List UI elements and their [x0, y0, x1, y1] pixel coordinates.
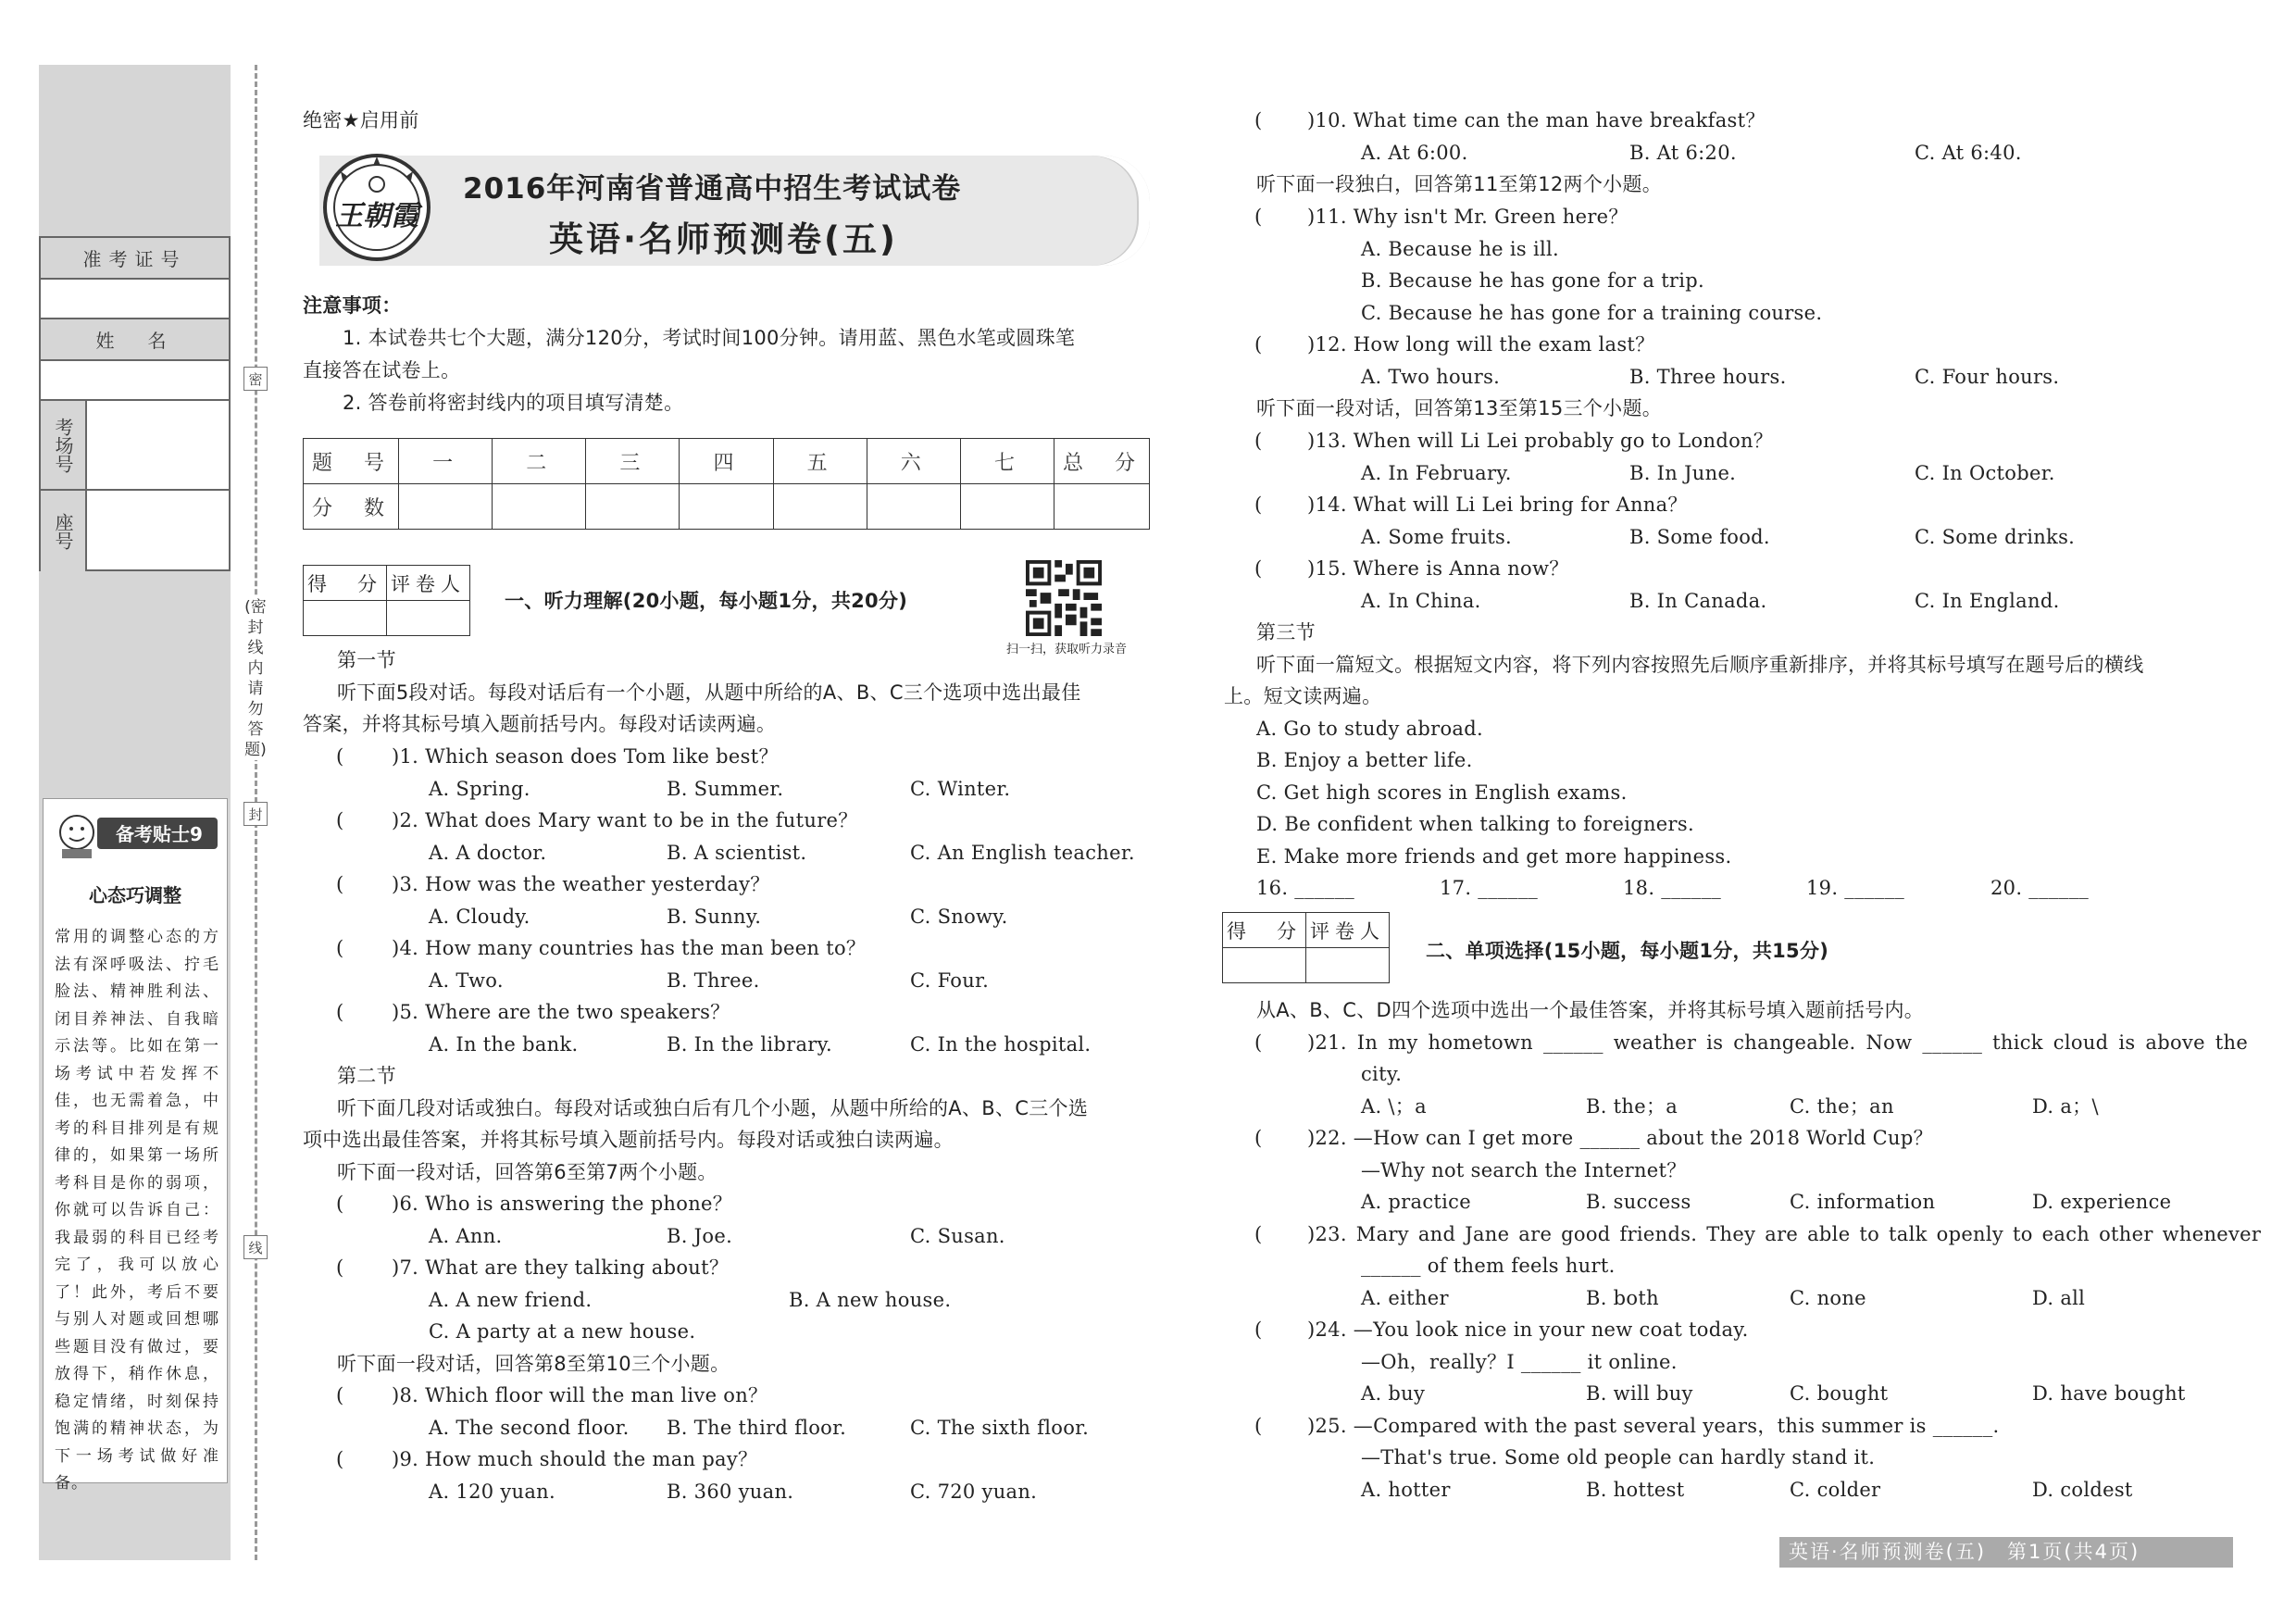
q21-stem: )21. In my hometown ______ weather is changeable. Now ______ thick cloud is above the: [1307, 1031, 2249, 1054]
grader-score-label: 得 分: [1223, 913, 1306, 948]
score-col-label: 题 号: [304, 439, 399, 484]
answer-paren[interactable]: (: [1254, 206, 1263, 228]
q15-stem: )15. Where is Anna now？: [1307, 557, 1569, 580]
q13-stem: )13. When will Li Lei probably go to London？: [1307, 430, 1774, 452]
q14-option-c: C. Some drinks.: [1915, 526, 2076, 548]
q10-stem: )10. What time can the man have breakfast？: [1307, 109, 1766, 131]
candidate-info-box: [39, 236, 231, 571]
score-cell[interactable]: [773, 484, 867, 530]
answer-paren[interactable]: (: [336, 1001, 344, 1023]
q6-option-a: A. Ann.: [429, 1225, 503, 1247]
q3-option-a: A. Cloudy.: [429, 906, 530, 928]
q25-option-c: C. colder: [1790, 1479, 1881, 1501]
score-cell[interactable]: [680, 484, 773, 530]
part1-title: 第一节: [337, 649, 396, 671]
q25-option-b: B. hottest: [1586, 1479, 1685, 1501]
q1-option-a: A. Spring.: [429, 778, 530, 800]
answer-paren[interactable]: (: [1254, 333, 1263, 356]
blank-18[interactable]: 18. ______: [1623, 877, 1722, 899]
grader-person-cell[interactable]: [1306, 948, 1390, 983]
q2-option-c: C. An English teacher.: [910, 842, 1135, 864]
name-field[interactable]: [41, 361, 229, 401]
q22-option-b: B. success: [1586, 1191, 1691, 1213]
grader-box-1: [303, 565, 470, 636]
score-col-6: 六: [867, 439, 960, 484]
q24-stem-cont: —Oh，really？I ______ it online.: [1361, 1351, 1678, 1373]
seal-char-mi: 密: [243, 367, 268, 391]
tips-title: 心态巧调整: [89, 884, 181, 906]
part1-instr-b: 答案，并将其标号填入题前括号内。每段对话读两遍。: [303, 713, 777, 735]
exam-id-field[interactable]: [41, 280, 229, 319]
q21-option-a: A. \；a: [1361, 1095, 1427, 1118]
score-cell[interactable]: [867, 484, 960, 530]
part2-instr-b: 项中选出最佳答案，并将其标号填入题前括号内。每段对话或独白读两遍。: [303, 1129, 954, 1151]
part3-option-d: D. Be confident when talking to foreigners.: [1256, 813, 1694, 835]
q13-option-c: C. In October.: [1915, 462, 2055, 484]
secret-label: 绝密★启用前: [303, 109, 419, 131]
answer-paren[interactable]: (: [1254, 1031, 1263, 1054]
score-col-1: 一: [399, 439, 493, 484]
q6-stem: )6. Who is answering the phone？: [392, 1193, 733, 1215]
answer-paren[interactable]: (: [336, 745, 344, 768]
q4-option-b: B. Three.: [667, 969, 760, 992]
part1-instr-a: 听下面5段对话。每段对话后有一个小题，从题中所给的A、B、C三个选项中选出最佳: [337, 681, 1081, 704]
q10-option-b: B. At 6:20.: [1629, 142, 1737, 164]
answer-paren[interactable]: (: [336, 1448, 344, 1470]
q5-stem: )5. Where are the two speakers？: [392, 1001, 730, 1023]
q9-stem: )9. How much should the man pay？: [392, 1448, 758, 1470]
q11-stem: )11. Why isn't Mr. Green here？: [1307, 206, 1628, 228]
blank-16[interactable]: 16. ______: [1256, 877, 1355, 899]
q9-option-a: A. 120 yuan.: [429, 1481, 555, 1503]
qr-code-icon: [1026, 560, 1102, 636]
tips-body: 常用的调整心态的方法有深呼吸法、拧毛脸法、精神胜利法、闭目养神法、自我暗示法等。比如在第一场考试中若发挥不佳，也无需着急，中考的科目排列是有规律的，如果第一场所考科目是你的弱项，你就可以告诉自己：我最弱的科目已经考完了，我可以放心了！此外，考后不要与别人对题或回想哪些题目没有做过，要放得下，稍作休息，稳定情绪，时刻保持饱满的精神状态，为下一场考试做好准备。: [55, 928, 219, 1493]
q7-stem: )7. What are they talking about？: [392, 1256, 730, 1279]
score-col-7: 七: [960, 439, 1054, 484]
part3-option-c: C. Get high scores in English exams.: [1256, 781, 1628, 804]
exam-title: 2016年河南省普通高中招生考试试卷: [463, 172, 962, 206]
answer-paren[interactable]: (: [1254, 494, 1263, 516]
grader-person-label: 评卷人: [1306, 913, 1390, 948]
q4-stem: )4. How many countries has the man been to？: [392, 937, 867, 959]
q8-option-a: A. The second floor.: [429, 1417, 630, 1439]
q14-option-b: B. Some food.: [1629, 526, 1770, 548]
dialogue-13-15-instr: 听下面一段对话，回答第13至第15三个小题。: [1256, 397, 1663, 419]
q6-option-c: C. Susan.: [910, 1225, 1005, 1247]
part2-title: 第二节: [337, 1065, 396, 1087]
score-cell[interactable]: [960, 484, 1054, 530]
grader-score-label: 得 分: [304, 566, 387, 601]
room-label: 考场号: [41, 401, 87, 489]
q21-stem-cont: city.: [1361, 1063, 1403, 1085]
grader-box-2: [1222, 912, 1390, 983]
q24-stem: )24. —You look nice in your new coat today.: [1307, 1318, 1749, 1341]
part3-option-b: B. Enjoy a better life.: [1256, 749, 1473, 771]
answer-paren[interactable]: (: [1254, 430, 1263, 452]
q23-option-a: A. either: [1361, 1287, 1449, 1309]
logo-text: 王朝霞: [335, 200, 418, 232]
answer-paren[interactable]: (: [336, 809, 344, 831]
score-col-3: 三: [586, 439, 680, 484]
q12-stem: )12. How long will the exam last？: [1307, 333, 1655, 356]
q25-stem: )25. —Compared with the past several years，this summer is ______.: [1307, 1415, 2000, 1437]
q9-option-c: C. 720 yuan.: [910, 1481, 1038, 1503]
seal-note: (密封线内请勿答题): [243, 597, 268, 760]
page-footer: 英语·名师预测卷(五) 第1页(共4页): [1779, 1537, 2233, 1568]
q4-option-c: C. Four.: [910, 969, 990, 992]
q21-option-b: B. the；a: [1586, 1095, 1678, 1118]
score-col-5: 五: [773, 439, 867, 484]
notice-heading: 注意事项：: [303, 294, 402, 317]
answer-paren[interactable]: (: [336, 1256, 344, 1279]
score-cell[interactable]: [493, 484, 586, 530]
part3-title: 第三节: [1256, 621, 1316, 644]
blank-17[interactable]: 17. ______: [1440, 877, 1539, 899]
q12-option-b: B. Three hours.: [1629, 366, 1787, 388]
part3-instr-a: 听下面一篇短文。根据短文内容，将下列内容按照先后顺序重新排序，并将其标号填写在题号后的横线: [1256, 654, 2144, 676]
score-cell[interactable]: [586, 484, 680, 530]
q23-stem-cont: ______ of them feels hurt.: [1361, 1255, 1616, 1277]
q23-option-d: D. all: [2032, 1287, 2086, 1309]
score-row-label: 分 数: [304, 484, 399, 530]
q8-option-c: C. The sixth floor.: [910, 1417, 1090, 1439]
q1-option-c: C. Winter.: [910, 778, 1011, 800]
q23-option-c: C. none: [1790, 1287, 1866, 1309]
answer-paren[interactable]: (: [1254, 1415, 1263, 1437]
part2-instr-a: 听下面几段对话或独白。每段对话或独白后有几个小题，从题中所给的A、B、C三个选: [337, 1097, 1089, 1119]
score-col-2: 二: [493, 439, 586, 484]
answer-paren[interactable]: (: [1254, 557, 1263, 580]
q7-option-b: B. A new house.: [789, 1289, 952, 1311]
q22-option-c: C. information: [1790, 1191, 1936, 1213]
q6-option-b: B. Joe.: [667, 1225, 733, 1247]
q15-option-b: B. In Canada.: [1629, 590, 1767, 612]
notice-item1a: 1. 本试卷共七个大题，满分120分，考试时间100分钟。请用蓝、黑色水笔或圆珠笔: [343, 327, 1076, 349]
seat-field[interactable]: [41, 491, 229, 571]
seat-label: 座号: [41, 491, 87, 571]
answer-paren[interactable]: (: [1254, 1223, 1263, 1245]
q12-option-a: A. Two hours.: [1361, 366, 1501, 388]
notice-item1b: 直接答在试卷上。: [303, 359, 461, 381]
q8-stem: )8. Which floor will the man live on？: [392, 1384, 768, 1406]
q13-option-b: B. In June.: [1629, 462, 1737, 484]
q5-option-c: C. In the hospital.: [910, 1033, 1092, 1056]
score-cell[interactable]: [399, 484, 493, 530]
tips-badge-text: 备考贴士9: [116, 823, 203, 845]
q3-stem: )3. How was the weather yesterday？: [392, 873, 770, 895]
score-col-4: 四: [680, 439, 773, 484]
blank-20[interactable]: 20. ______: [1990, 877, 2090, 899]
part3-instr-b: 上。短文读两遍。: [1224, 685, 1382, 707]
q24-option-b: B. will buy: [1586, 1382, 1693, 1405]
q2-option-b: B. A scientist.: [667, 842, 807, 864]
score-col-total: 总 分: [1054, 439, 1150, 484]
q25-option-d: D. coldest: [2032, 1479, 2133, 1501]
exam-id-label: 准考证号: [41, 238, 229, 280]
q14-option-a: A. Some fruits.: [1361, 526, 1513, 548]
grader-score-cell[interactable]: [304, 601, 387, 636]
dialogue-6-7-instr: 听下面一段对话，回答第6至第7两个小题。: [337, 1161, 718, 1183]
q4-option-a: A. Two.: [429, 969, 504, 992]
seal-char-feng: 封: [243, 802, 268, 826]
q21-option-d: D. a；\: [2032, 1095, 2099, 1118]
grader-person-label: 评卷人: [387, 566, 470, 601]
q2-option-a: A. A doctor.: [429, 842, 547, 864]
q3-option-b: B. Sunny.: [667, 906, 762, 928]
section1-title: 一、听力理解(20小题，每小题1分，共20分): [505, 590, 908, 612]
q1-stem: )1. Which season does Tom like best？: [392, 745, 779, 768]
name-label: 姓 名: [41, 319, 229, 361]
q9-option-b: B. 360 yuan.: [667, 1481, 794, 1503]
tips-box: [43, 798, 228, 1493]
grader-person-cell[interactable]: [387, 601, 470, 636]
answer-paren[interactable]: (: [1254, 1127, 1263, 1149]
qr-caption: 扫一扫，获取听力录音: [1006, 643, 1128, 656]
answer-paren[interactable]: (: [336, 1384, 344, 1406]
q25-stem-cont: —That's true. Some old people can hardly stand it.: [1361, 1446, 1876, 1468]
notice-item2: 2. 答卷前将密封线内的项目填写清楚。: [343, 392, 684, 414]
score-cell[interactable]: [1054, 484, 1150, 530]
answer-paren[interactable]: (: [1254, 1318, 1263, 1341]
q14-stem: )14. What will Li Lei bring for Anna？: [1307, 494, 1688, 516]
q8-option-b: B. The third floor.: [667, 1417, 847, 1439]
q23-option-b: B. both: [1586, 1287, 1659, 1309]
q5-option-a: A. In the bank.: [429, 1033, 579, 1056]
dialogue-8-10-instr: 听下面一段对话，回答第8至第10三个小题。: [337, 1353, 730, 1375]
answer-paren[interactable]: (: [336, 937, 344, 959]
q2-stem: )2. What does Mary want to be in the future？: [392, 809, 858, 831]
q11-option-c: C. Because he has gone for a training course.: [1361, 302, 1823, 324]
q11-option-b: B. Because he has gone for a trip.: [1361, 269, 1705, 292]
q22-option-a: A. practice: [1361, 1191, 1471, 1213]
q24-option-d: D. have bought: [2032, 1382, 2186, 1405]
q12-option-c: C. Four hours.: [1915, 366, 2060, 388]
q25-option-a: A. hotter: [1361, 1479, 1451, 1501]
q5-option-b: B. In the library.: [667, 1033, 832, 1056]
q10-option-c: C. At 6:40.: [1915, 142, 2022, 164]
room-field[interactable]: [41, 401, 229, 491]
q1-option-b: B. Summer.: [667, 778, 784, 800]
q24-option-a: A. buy: [1361, 1382, 1426, 1405]
answer-paren[interactable]: (: [336, 873, 344, 895]
q7-option-a: A. A new friend.: [429, 1289, 593, 1311]
q10-option-a: A. At 6:00.: [1361, 142, 1468, 164]
grader-score-cell[interactable]: [1223, 948, 1306, 983]
q15-option-c: C. In England.: [1915, 590, 2060, 612]
q22-stem-cont: —Why not search the Internet？: [1361, 1159, 1687, 1181]
q24-option-c: C. bought: [1790, 1382, 1889, 1405]
q15-option-a: A. In China.: [1361, 590, 1481, 612]
answer-paren[interactable]: (: [1254, 109, 1263, 131]
q7-option-c: C. A party at a new house.: [429, 1320, 696, 1343]
q22-stem: )22. —How can I get more ______ about the 2018 World Cup？: [1307, 1127, 1933, 1149]
blank-19[interactable]: 19. ______: [1806, 877, 1905, 899]
q21-option-c: C. the；an: [1790, 1095, 1894, 1118]
part3-option-e: E. Make more friends and get more happiness.: [1256, 845, 1732, 868]
section2-instr: 从A、B、C、D四个选项中选出一个最佳答案，并将其标号填入题前括号内。: [1256, 999, 1925, 1021]
monologue-11-12-instr: 听下面一段独白，回答第11至第12两个小题。: [1256, 173, 1663, 195]
score-table: [303, 438, 1150, 530]
answer-paren[interactable]: (: [336, 1193, 344, 1215]
q11-option-a: A. Because he is ill.: [1361, 238, 1559, 260]
section2-title: 二、单项选择(15小题，每小题1分，共15分): [1426, 940, 1829, 962]
part3-option-a: A. Go to study abroad.: [1256, 718, 1483, 740]
q3-option-c: C. Snowy.: [910, 906, 1008, 928]
q23-stem: )23. Mary and Jane are good friends. They are able to talk openly to each other whenever: [1307, 1223, 2262, 1245]
exam-subtitle: 英语·名师预测卷(五): [549, 219, 898, 259]
q13-option-a: A. In February.: [1361, 462, 1512, 484]
seal-char-xian: 线: [243, 1235, 268, 1259]
q22-option-d: D. experience: [2032, 1191, 2172, 1213]
